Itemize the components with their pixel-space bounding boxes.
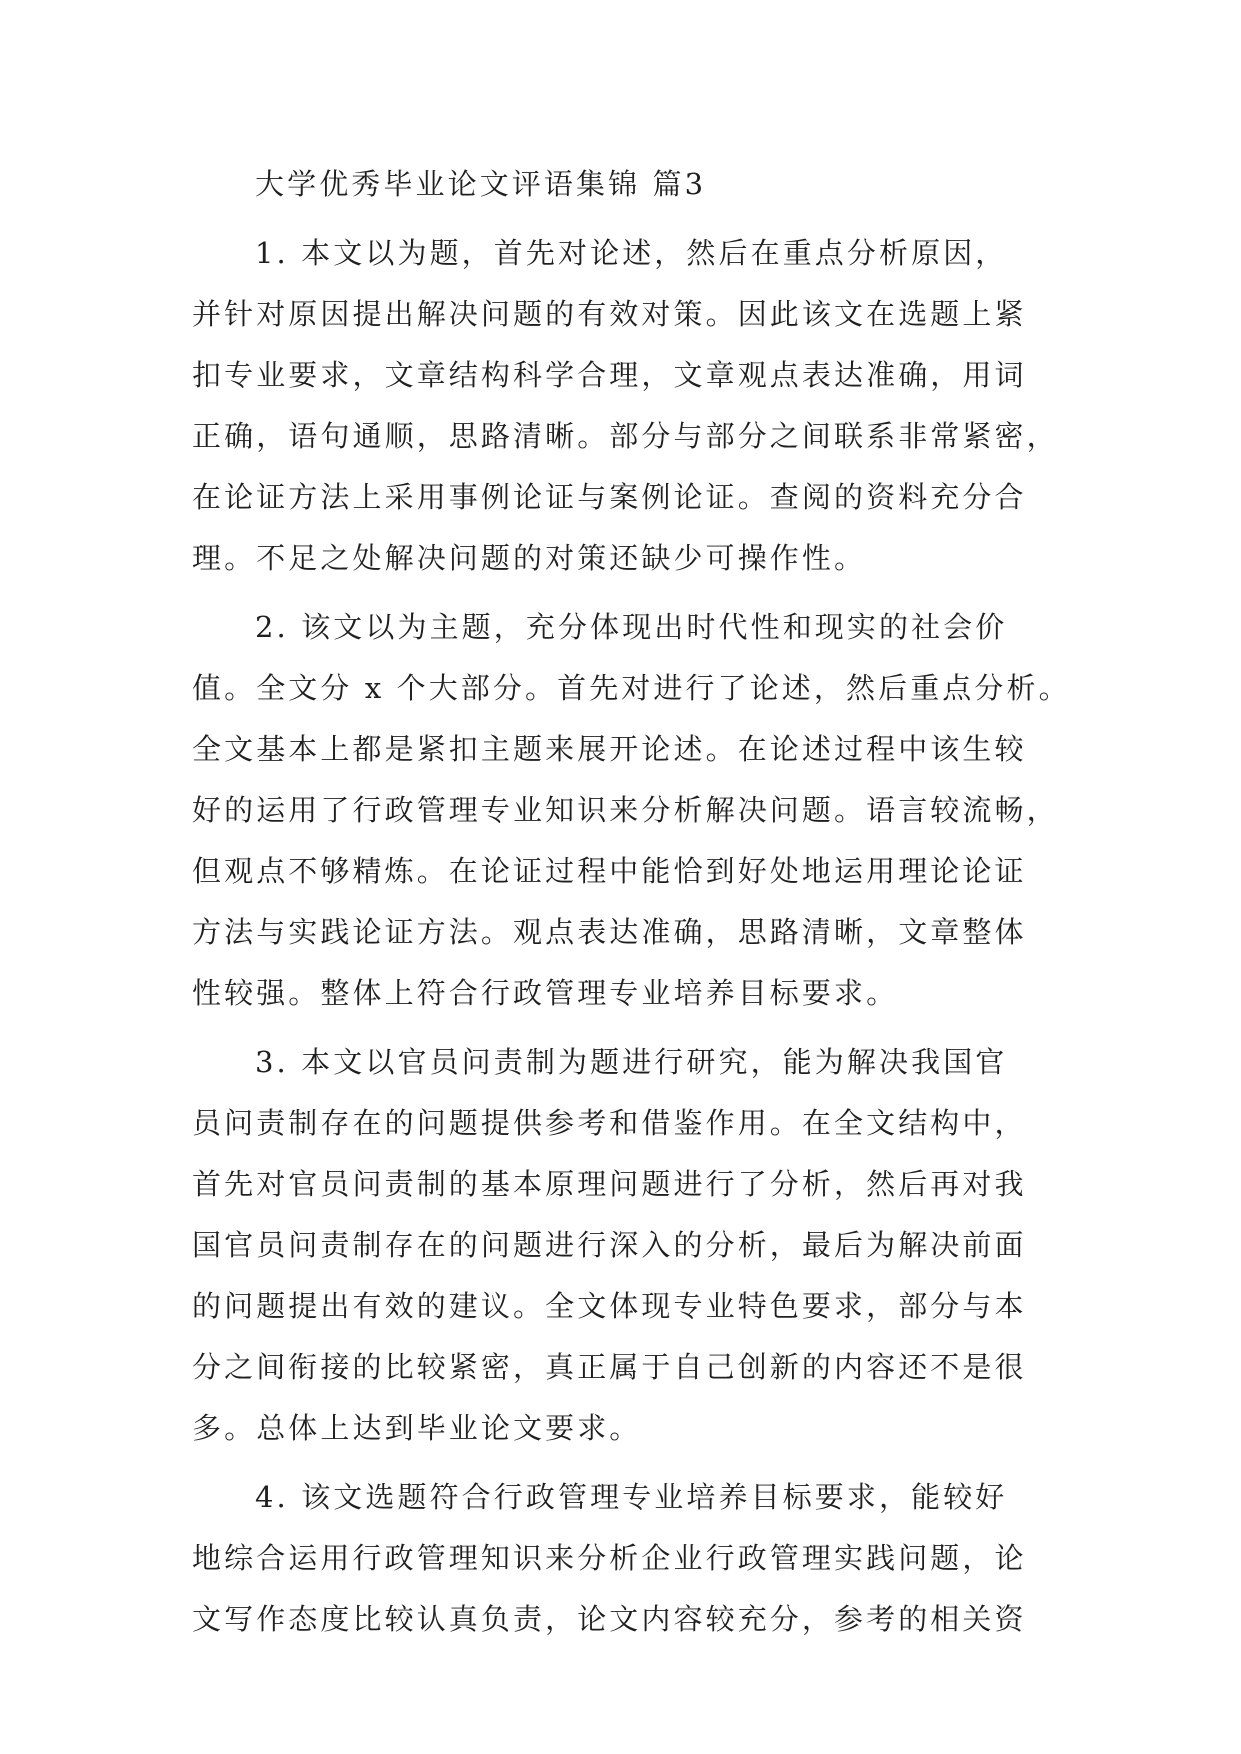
document-body bbox=[192, 157, 1071, 1658]
paragraph-line: 员问责制存在的问题提供参考和借鉴作用。在全文结构中， bbox=[192, 1106, 1027, 1140]
paragraph-line: 首先对官员问责制的基本原理问题进行了分析，然后再对我 bbox=[192, 1167, 1027, 1201]
paragraph-line: 分之间衔接的比较紧密，真正属于自己创新的内容还不是很 bbox=[192, 1350, 1027, 1384]
paragraph-line: 多。总体上达到毕业论文要求。 bbox=[192, 1411, 642, 1445]
comment-paragraph-3 bbox=[192, 1032, 1050, 1459]
paragraph-line: 理。不足之处解决问题的对策还缺少可操作性。 bbox=[192, 541, 867, 575]
paragraph-line: 2. 该文以为主题，充分体现出时代性和现实的社会价 bbox=[255, 610, 1008, 644]
paragraph-line: 文写作态度比较认真负责，论文内容较充分，参考的相关资 bbox=[192, 1602, 1027, 1636]
paragraph-line: 正确，语句通顺，思路清晰。部分与部分之间联系非常紧密， bbox=[192, 419, 1059, 453]
paragraph-line: 地综合运用行政管理知识来分析企业行政管理实践问题，论 bbox=[192, 1541, 1027, 1575]
paragraph-line: 方法与实践论证方法。观点表达准确，思路清晰，文章整体 bbox=[192, 915, 1027, 949]
paragraph-line: 但观点不够精炼。在论证过程中能恰到好处地运用理论论证 bbox=[192, 854, 1027, 888]
paragraph-line: 3. 本文以官员问责制为题进行研究，能为解决我国官 bbox=[255, 1045, 1008, 1079]
comment-paragraph-4 bbox=[192, 1467, 1050, 1650]
paragraph-line: 性较强。整体上符合行政管理专业培养目标要求。 bbox=[192, 976, 899, 1010]
paragraph-line: 并针对原因提出解决问题的有效对策。因此该文在选题上紧 bbox=[192, 297, 1027, 331]
document-title: 大学优秀毕业论文评语集锦 篇3 bbox=[255, 167, 707, 201]
paragraph-line: 1. 本文以为题，首先对论述，然后在重点分析原因， bbox=[255, 236, 1008, 270]
paragraph-line: 好的运用了行政管理专业知识来分析解决问题。语言较流畅， bbox=[192, 793, 1059, 827]
paragraph-line: 值。全文分 x 个大部分。首先对进行了论述，然后重点分析。 bbox=[192, 671, 1071, 705]
paragraph-line: 的问题提出有效的建议。全文体现专业特色要求，部分与本 bbox=[192, 1289, 1027, 1323]
paragraph-line: 扣专业要求，文章结构科学合理，文章观点表达准确，用词 bbox=[192, 358, 1027, 392]
paragraph-line: 4. 该文选题符合行政管理专业培养目标要求，能较好 bbox=[255, 1480, 1008, 1514]
comment-paragraph-2 bbox=[192, 597, 1071, 1024]
paragraph-line: 在论证方法上采用事例论证与案例论证。查阅的资料充分合 bbox=[192, 480, 1027, 514]
paragraph-line: 全文基本上都是紧扣主题来展开论述。在论述过程中该生较 bbox=[192, 732, 1027, 766]
comment-paragraph-1 bbox=[192, 223, 1059, 589]
paragraph-line: 国官员问责制存在的问题进行深入的分析，最后为解决前面 bbox=[192, 1228, 1027, 1262]
